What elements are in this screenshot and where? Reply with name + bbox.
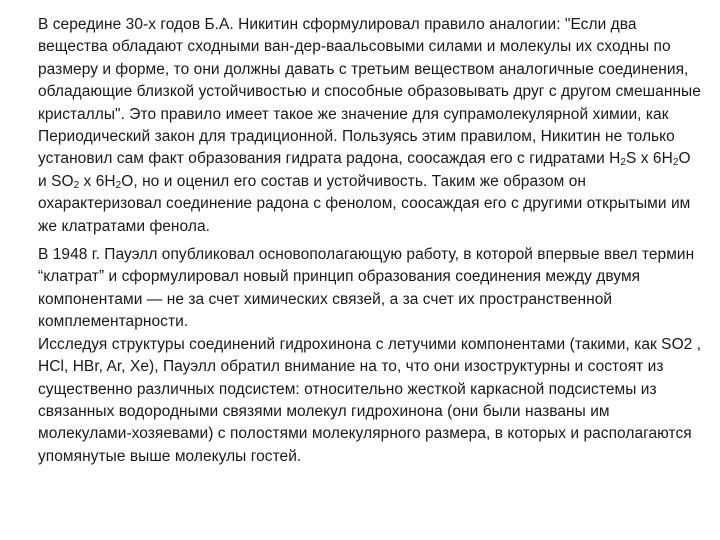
subscript: 2	[115, 179, 122, 191]
paragraph-hydroquinone-structures: Исследуя структуры соединений гидрохинона с летучими компонентами (такими, как SO2 , HCl, HBr, Ar, Xe), Пауэлл обратил внимание на то, что они изоструктурны и состоят из существенно различных подсистем: относительно жесткой каркасной подсистемы из связанных водородными связями молекул гидрохинона (они были названы им молекулами-хозяевами) с полостями молекулярного размера, в которых и располагаются упомянутые выше молекулы гостей.	[38, 335, 702, 465]
subscript: 2	[620, 157, 627, 169]
paragraph-text-part: O, но и оценил его состав и устойчивость. Таким же образом он охарактеризовал соединение радона с фенолом, соосаждая его с другими открытыми им же клатратами фенола.	[38, 172, 691, 235]
paragraph-text-part: х 6H	[79, 172, 116, 190]
paragraph-text-part: O и SO	[38, 150, 691, 190]
subscript: 2	[73, 179, 80, 191]
subscript: 2	[672, 157, 679, 169]
paragraph-powell-clathrate: В 1948 г. Пауэлл опубликовал основополагающую работу, в которой впервые ввел термин “клатрат” и сформулировал новый принцип образования соединения между двумя компонентами — не за счет химических связей, а за счет их пространственной комплементарности.	[38, 246, 695, 331]
paragraph-nikitin-analogy-rule	[38, 14, 702, 238]
paragraph-text-part: В середине 30-х годов Б.А. Никитин сформулировал правило аналогии: "Если два вещества обладают сходными ван-дер-ваальсовыми силами и молекулы их сходны по размеру и форме, то они должны давать с третьим веществом аналогичные соединения, обладающие близкой устойчивостью и способные образовывать друг с другом смешанные кристаллы". Это правило имеет такое же значение для супрамолекулярной химии, как Периодический закон для традиционной. Пользуясь этим правилом, Никитин не только установил сам факт образования гидрата радона, соосаждая его с гидратами H	[38, 16, 701, 168]
paragraph-text-part: S х 6H	[626, 150, 673, 168]
